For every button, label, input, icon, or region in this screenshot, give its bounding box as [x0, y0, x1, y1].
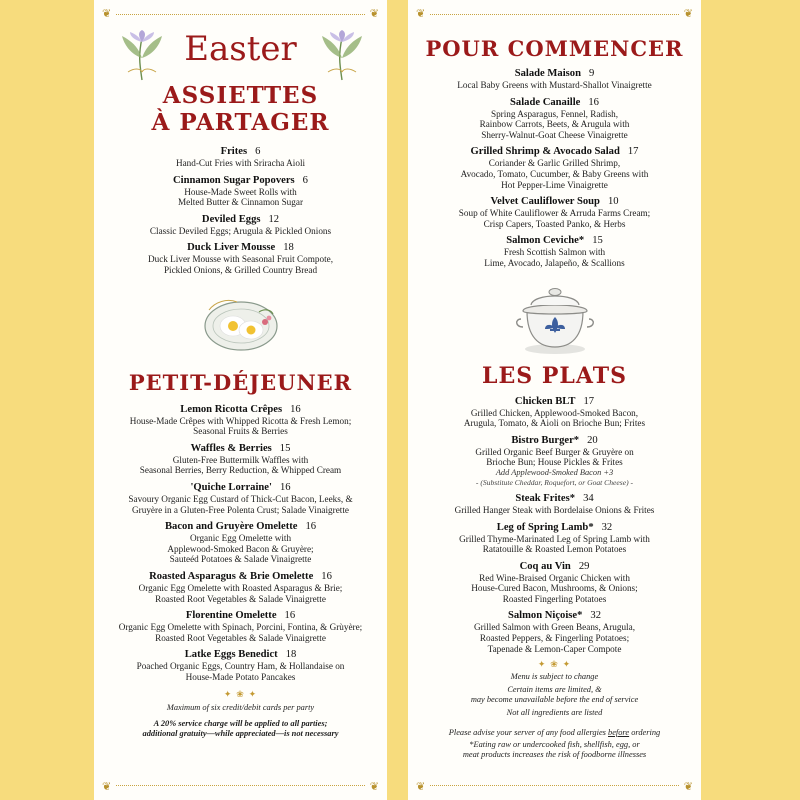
menu-item [94, 404, 387, 437]
item-name: Florentine Omelette [185, 610, 277, 622]
menu-page-left [94, 0, 387, 800]
note-text: Please advise your server of any food allergies [448, 728, 609, 738]
menu-item [94, 571, 387, 604]
item-price: 16 [588, 96, 599, 108]
item-price: 16 [305, 521, 317, 533]
menu-item [408, 68, 701, 91]
item-price: 6 [302, 174, 308, 186]
item-description: Grilled Organic Beef Burger & Gruyère on Brioche Bun; House Pickles & Frites [475, 446, 634, 468]
border-line [430, 785, 679, 786]
item-price: 9 [588, 68, 595, 79]
menu-item [408, 235, 701, 268]
ornament-divider: ✦ ❀ ✦ [537, 660, 572, 671]
menu-item [94, 649, 387, 682]
item-description: Grilled Salmon with Green Beans, Arugula, Roasted Peppers, & Fingerling Potatoes; Tapenade & Lemon-Caper Compote [473, 622, 635, 654]
section-heading-petit-dejeuner: PETIT-DÉJEUNER [128, 369, 353, 395]
menu-list-petit-dejeuner [94, 404, 387, 683]
section-heading-les-plats: LES PLATS [482, 362, 627, 389]
menu-item [408, 146, 701, 190]
menu-item [94, 443, 387, 476]
item-description: Organic Egg Omelette with Applewood-Smoked Bacon & Gruyère; Sauteéd Potatoes & Salade Vinaigrette [167, 533, 314, 565]
note-service-charge: A 20% service charge will be applied to all parties; additional gratuity—while appreciated—is not necessary [142, 719, 339, 739]
item-price: 18 [283, 242, 294, 254]
item-name: Frites [220, 146, 248, 157]
item-description: Poached Organic Eggs, Country Ham, & Hollandaise on House-Made Potato Pancakes [136, 661, 345, 682]
border-line [116, 785, 365, 786]
item-description: House-Made Crêpes with Whipped Ricotta & Fresh Lemon; Seasonal Fruits & Berries [129, 415, 352, 437]
menu-item [408, 396, 701, 429]
menu-page-right [408, 0, 701, 800]
item-price: 17 [583, 395, 595, 407]
item-name: Waffles & Berries [190, 442, 272, 454]
item-name: Deviled Eggs [201, 213, 261, 225]
item-name: Duck Liver Mousse [187, 242, 276, 254]
note-allergies [408, 718, 701, 738]
heading-line: À PARTAGER [151, 109, 330, 136]
item-description: Local Baby Greens with Mustard-Shallot Vinaigrette [457, 80, 652, 90]
item-description: Grilled Thyme-Marinated Leg of Spring Lamb with Ratatouille & Roasted Lemon Potatoes [459, 533, 650, 555]
item-price: 12 [268, 213, 280, 225]
item-price: 6 [255, 146, 261, 157]
item-name: Salade Maison [514, 68, 581, 79]
item-substitution: - (Substitute Cheddar, Roquefort, or Goat Cheese) - [475, 477, 634, 487]
item-description: Grilled Hanger Steak with Bordelaise Onions & Frites [454, 504, 655, 515]
item-name: Grilled Shrimp & Avocado Salad [470, 146, 620, 158]
note-text: ordering [629, 728, 661, 738]
item-description: Classic Deviled Eggs; Arugula & Pickled Onions [149, 225, 332, 236]
item-price: 16 [290, 403, 301, 415]
item-name: Bacon and Gruyère Omelette [164, 521, 298, 533]
menu-item [94, 175, 387, 208]
item-price: 32 [590, 610, 602, 622]
item-description: Fresh Scottish Salmon with Lime, Avocado, Jalapeño, & Scallions [484, 247, 625, 268]
corner-ornament-icon: ❦ [369, 7, 379, 20]
note-emphasis: before [608, 728, 630, 738]
corner-ornament-icon: ❦ [416, 780, 426, 793]
item-name: Leg of Spring Lamb* [496, 521, 594, 533]
item-description: Soup of White Cauliflower & Arruda Farms Cream; Crisp Capers, Toasted Panko, & Herbs [458, 208, 651, 229]
menu-list-assiettes [94, 146, 387, 276]
item-name: Roasted Asparagus & Brie Omelette [149, 570, 314, 582]
ornament-divider: ✦ ❀ ✦ [223, 690, 258, 701]
menu-item [408, 196, 701, 229]
item-description: Savoury Organic Egg Custard of Thick-Cut Bacon, Leeks, & Gruyère in a Gluten-Free Polenta Crust; Salade Vinaigrette [128, 493, 353, 515]
item-addon: Add Applewood-Smoked Bacon +3 [495, 467, 614, 477]
page-title: Easter [184, 29, 297, 69]
menu-list-pour-commencer [408, 68, 701, 269]
item-description: Gluten-Free Buttermilk Waffles with Seasonal Berries, Berry Reduction, & Whipped Cream [139, 454, 342, 476]
corner-ornament-icon: ❦ [683, 780, 693, 793]
item-description: Red Wine-Braised Organic Chicken with House-Cured Bacon, Mushrooms, & Onions; Roasted Fingerling Potatoes [471, 572, 638, 604]
item-name: Velvet Cauliflower Soup [490, 196, 600, 208]
corner-ornament-icon: ❦ [683, 7, 693, 20]
item-price: 20 [587, 434, 598, 446]
menu-item [408, 522, 701, 555]
item-name: 'Quiche Lorraine' [190, 481, 272, 493]
corner-ornament-icon: ❦ [369, 780, 379, 793]
note-ingredients: Not all ingredients are listed [506, 708, 603, 718]
menu-item [94, 214, 387, 237]
heading-line: ASSIETTES [162, 82, 319, 109]
item-price: 17 [627, 146, 639, 158]
note-raw-food-warning: *Eating raw or undercooked fish, shellfish, egg, or meat products increases the risk of foodborne illnesses [462, 740, 647, 760]
menu-item [94, 146, 387, 169]
item-name: Chicken BLT [514, 395, 576, 407]
item-name: Salmon Niçoise* [507, 610, 583, 622]
menu-item [94, 521, 387, 565]
item-name: Latke Eggs Benedict [184, 649, 278, 661]
menu-item [94, 610, 387, 643]
item-description: Hand-Cut Fries with Sriracha Aioli [175, 158, 306, 168]
item-price: 16 [321, 570, 332, 582]
note-menu-change: Menu is subject to change [510, 672, 599, 682]
item-name: Lemon Ricotta Crêpes [180, 403, 283, 415]
menu-item [408, 435, 701, 487]
item-description: Organic Egg Omelette with Spinach, Porcini, Fontina, & Grùyère; Roasted Root Vegetables & Salade Vinaigrette [118, 622, 363, 643]
item-price: 16 [284, 610, 296, 622]
note-limited-items: Certain items are limited, & may become unavailable before the end of service [470, 685, 639, 705]
item-name: Coq au Vin [519, 560, 571, 572]
menu-item [94, 482, 387, 515]
corner-ornament-icon: ❦ [416, 7, 426, 20]
item-description: House-Made Sweet Rolls with Melted Butter & Cinnamon Sugar [177, 186, 304, 208]
menu-item [408, 493, 701, 516]
item-name: Salade Canaille [510, 96, 581, 108]
fried-eggs-icon [199, 292, 283, 354]
menu-item [408, 97, 701, 141]
note-card-limit: Maximum of six credit/debit cards per party [166, 703, 315, 713]
item-description: Duck Liver Mousse with Seasonal Fruit Compote, Pickled Onions, & Grilled Country Bread [147, 254, 333, 275]
corner-ornament-icon: ❦ [102, 780, 112, 793]
section-heading-pour-commencer: POUR COMMENCER [425, 36, 684, 61]
item-price: 29 [578, 560, 590, 572]
item-name: Salmon Ceviche* [506, 235, 585, 247]
item-name: Cinnamon Sugar Popovers [173, 174, 295, 186]
section-heading-assiettes [94, 82, 387, 136]
item-name: Bistro Burger* [511, 434, 580, 446]
corner-ornament-icon: ❦ [102, 7, 112, 20]
item-price: 10 [607, 196, 619, 208]
menu-item [408, 561, 701, 605]
item-description: Organic Egg Omelette with Roasted Asparagus & Brie; Roasted Root Vegetables & Salade Vinaigrette [138, 582, 343, 604]
item-price: 32 [601, 521, 613, 533]
item-price: 16 [279, 481, 291, 493]
menu-list-les-plats [408, 396, 701, 655]
menu-item [408, 610, 701, 654]
item-price: 15 [279, 442, 291, 454]
item-price: 34 [583, 492, 594, 504]
item-description: Coriander & Garlic Grilled Shrimp, Avocado, Tomato, Cucumber, & Baby Greens with Hot Pepper-Lime Vinaigrette [460, 158, 649, 190]
item-price: 18 [285, 649, 297, 661]
item-price: 15 [592, 235, 603, 247]
menu-item [94, 242, 387, 275]
item-description: Grilled Chicken, Applewood-Smoked Bacon, Arugula, Tomato, & Aioli on Brioche Bun; Frites [463, 407, 646, 429]
item-name: Steak Frites* [515, 492, 576, 504]
soup-tureen-icon [513, 281, 597, 355]
item-description: Spring Asparagus, Fennel, Radish, Rainbow Carrots, Beets, & Arugula with Sherry-Walnut-Goat Cheese Vinaigrette [479, 108, 630, 140]
